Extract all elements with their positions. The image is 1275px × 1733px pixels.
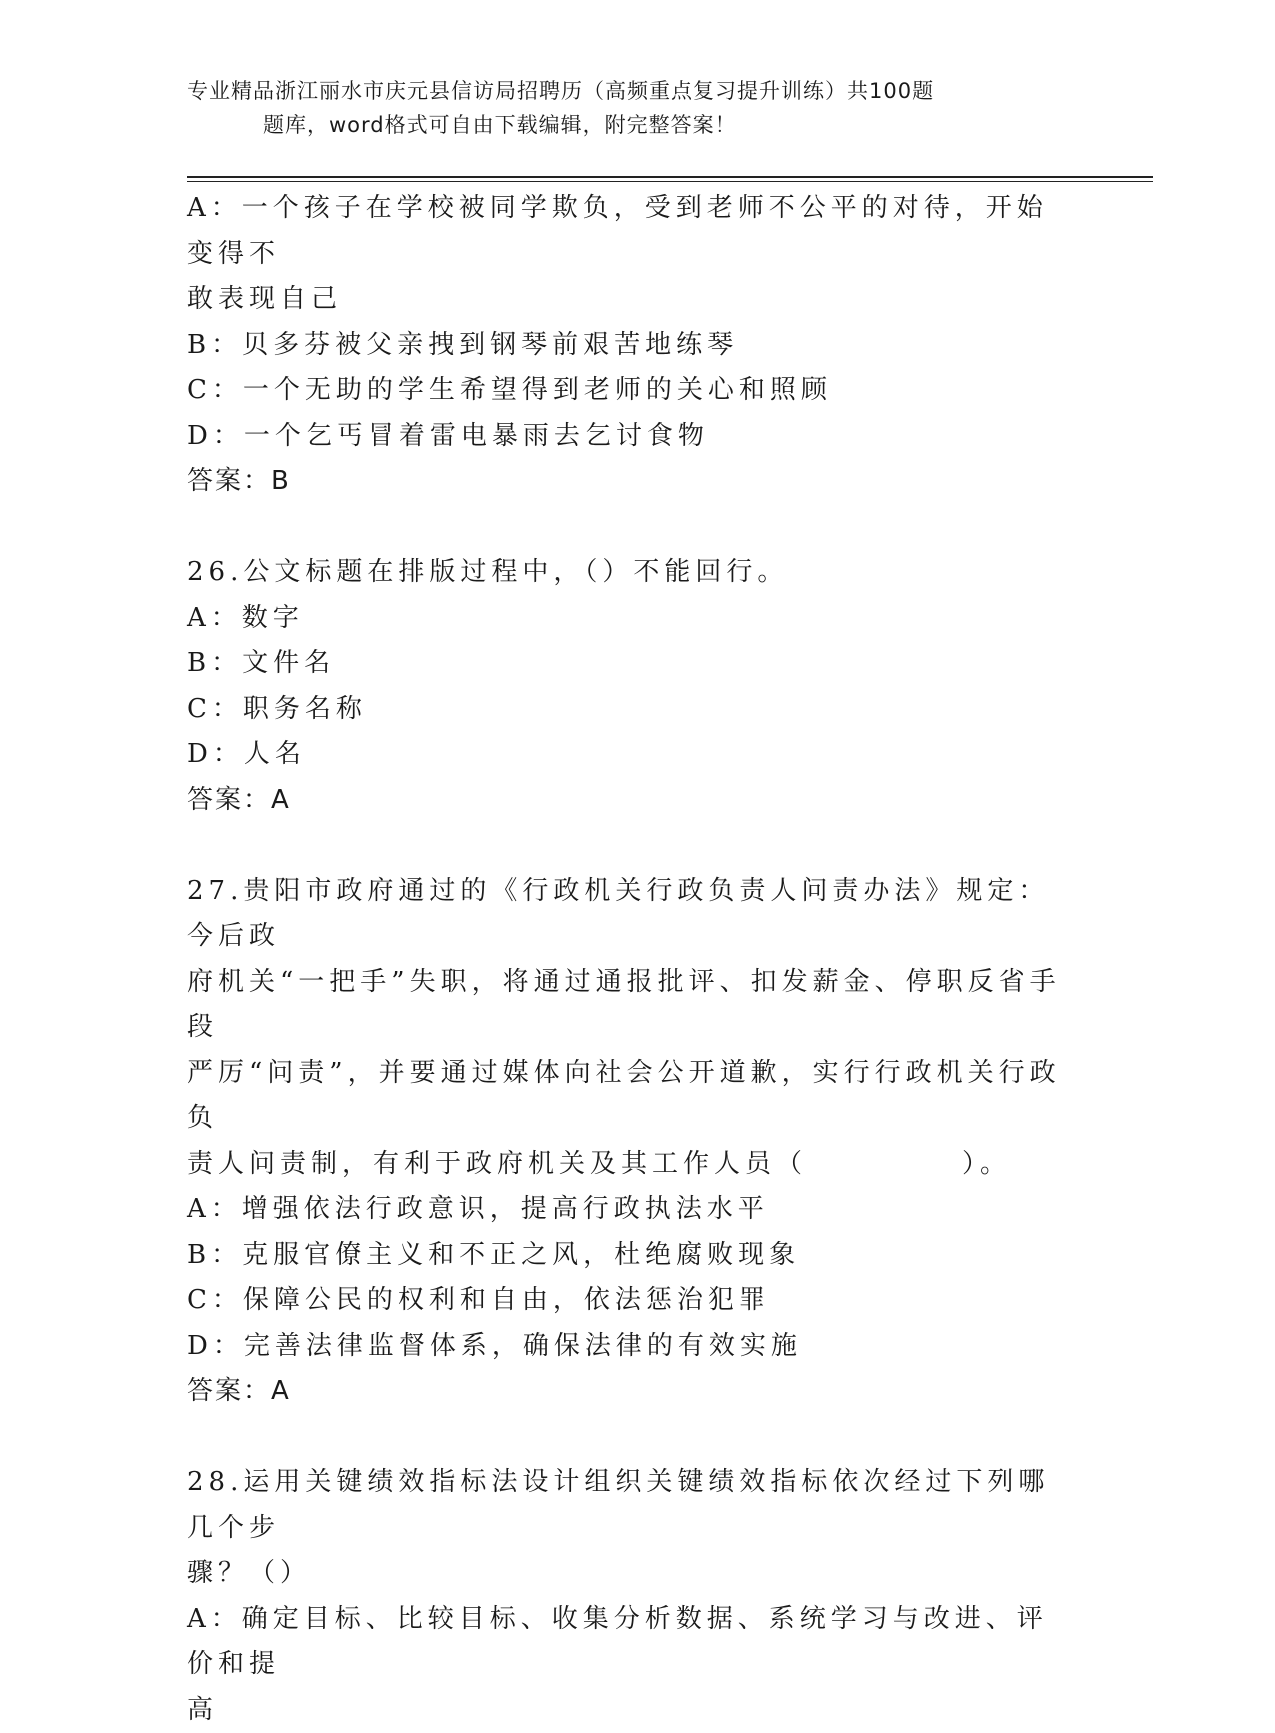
spacer (187, 1415, 1067, 1461)
q26-stem: 26.公文标题在排版过程中，（）不能回行。 (187, 550, 1067, 596)
q26-option-a: A：数字 (187, 596, 1067, 642)
header-title-line-1: 专业精品浙江丽水市庆元县信访局招聘历（高频重点复习提升训练）共100题 (187, 74, 1037, 108)
q27-option-b: B：克服官僚主义和不正之风，杜绝腐败现象 (187, 1233, 1067, 1279)
q27-stem-line-1: 27.贵阳市政府通过的《行政机关行政负责人问责办法》规定：今后政 (187, 869, 1067, 960)
q27-answer: 答案：A (187, 1369, 1067, 1415)
q25-option-a-line-1: A：一个孩子在学校被同学欺负，受到老师不公平的对待，开始变得不 (187, 186, 1067, 277)
spacer (187, 823, 1067, 869)
q27-option-c: C：保障公民的权利和自由，依法惩治犯罪 (187, 1278, 1067, 1324)
q27-stem-line-3: 严厉“问责”，并要通过媒体向社会公开道歉，实行行政机关行政负 (187, 1051, 1067, 1142)
question-27-block (187, 869, 1067, 1415)
q26-answer: 答案：A (187, 778, 1067, 824)
q25-answer: 答案：B (187, 459, 1067, 505)
q26-option-c: C：职务名称 (187, 687, 1067, 733)
question-26-block (187, 550, 1067, 823)
question-28-block (187, 1460, 1067, 1733)
header-title-line-2: 题库，word格式可自由下载编辑，附完整答案！ (187, 108, 1037, 142)
question-content (187, 186, 1067, 1733)
q25-option-a-line-2: 敢表现自己 (187, 277, 1067, 323)
q27-option-a: A：增强依法行政意识，提高行政执法水平 (187, 1187, 1067, 1233)
q27-stem-line-2: 府机关“一把手”失职，将通过通报批评、扣发薪金、停职反省手段 (187, 960, 1067, 1051)
header-divider-thin (187, 181, 1153, 182)
q28-stem-line-1: 28.运用关键绩效指标法设计组织关键绩效指标依次经过下列哪几个步 (187, 1460, 1067, 1551)
q28-option-a-line-1: A：确定目标、比较目标、收集分析数据、系统学习与改进、评价和提 (187, 1597, 1067, 1688)
question-25-block (187, 186, 1067, 505)
q28-option-a-line-2: 高 (187, 1688, 1067, 1733)
q25-option-b: B：贝多芬被父亲拽到钢琴前艰苦地练琴 (187, 323, 1067, 369)
header-divider-thick (187, 176, 1153, 178)
q26-option-b: B：文件名 (187, 641, 1067, 687)
q28-stem-line-2: 骤？（） (187, 1551, 1067, 1597)
document-header (187, 74, 1037, 142)
q27-option-d: D：完善法律监督体系，确保法律的有效实施 (187, 1324, 1067, 1370)
q25-option-c: C：一个无助的学生希望得到老师的关心和照顾 (187, 368, 1067, 414)
q26-option-d: D：人名 (187, 732, 1067, 778)
q25-option-d: D：一个乞丐冒着雷电暴雨去乞讨食物 (187, 414, 1067, 460)
spacer (187, 505, 1067, 551)
q27-stem-line-4: 责人问责制，有利于政府机关及其工作人员（ ）。 (187, 1142, 1067, 1188)
